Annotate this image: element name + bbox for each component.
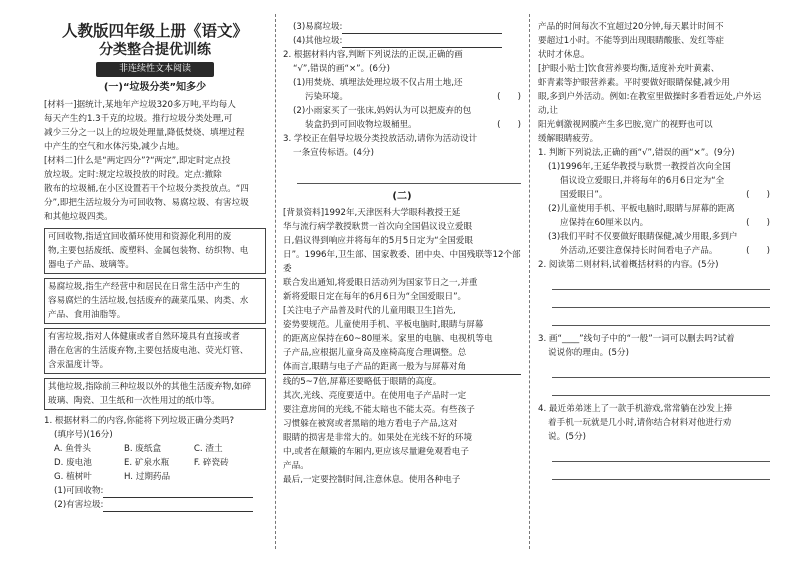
perishable-box xyxy=(44,278,266,324)
question-1: 1. 判断下列说法,正确的画“√”,错误的画“×”。(9分) xyxy=(538,148,735,158)
text-line: 有害垃圾,指对人体健康或者自然环境具有直接或者 xyxy=(48,332,240,342)
text-line: 要注意房间的光线,不能太暗也不能太亮。有些孩子 xyxy=(283,405,475,415)
statement-row xyxy=(538,216,770,230)
choice-item: B. 废纸盒 xyxy=(123,444,162,454)
sub-question-label: (3)易腐垃圾: xyxy=(293,22,343,32)
text-line: 姿势要规范。儿童使用手机、平板电脑时,眼睛与屏幕 xyxy=(283,320,484,330)
question-4: 4. 最近弟弟迷上了一款手机游戏,常常躺在沙发上捧 xyxy=(538,404,733,414)
column-1 xyxy=(44,20,266,512)
text-line: 状时才休息。 xyxy=(538,50,590,60)
worksheet-subtitle: 分类整合提优训练 xyxy=(99,42,211,58)
text-line: [材料一]据统计,某地年产垃圾320多万吨,平均每人 xyxy=(44,100,236,110)
sub-question-label: (4)其他垃圾: xyxy=(293,36,343,46)
question-3: 3. 学校正在倡导垃圾分类投放活动,请你为活动设计 xyxy=(283,134,478,144)
sub-question-label: (1)可回收物: xyxy=(54,486,104,496)
statement: 装盒扔到可回收物垃圾桶里。 xyxy=(305,120,417,130)
choice-item: F. 碎瓷砖 xyxy=(193,458,229,468)
text-line: 放垃圾。定时:规定垃圾投放的时段。定点:撤除 xyxy=(44,170,222,180)
choice-list xyxy=(44,442,266,484)
statement: (2)小雨家买了一张床,妈妈认为可以把废弃的包 xyxy=(293,106,472,116)
text-line: 中,或者在颠簸的车厢内,更应该尽量避免观看电子 xyxy=(283,447,469,457)
answer-line[interactable] xyxy=(552,462,770,480)
answer-row xyxy=(283,34,521,48)
judgement-slot[interactable]: ( ) xyxy=(497,120,521,130)
text-line: 子产品,应根据儿童身高及座椅高度合理调整。总 xyxy=(283,348,467,358)
text-line: 阳光刺激视网膜产生多巴胺,宽广的视野也可以 xyxy=(538,120,713,130)
judgement-slot[interactable]: ( ) xyxy=(746,190,770,200)
answer-row xyxy=(283,20,521,34)
text-line: 产品、食用油脂等。 xyxy=(48,310,126,320)
column-divider xyxy=(275,14,276,549)
worksheet-title: 人教版四年级上册《语文》 xyxy=(61,22,248,40)
hazardous-box xyxy=(44,328,266,374)
material-one xyxy=(44,98,266,154)
text-line: 物,主要包括废纸、废塑料、金属包装物、纺织物、电 xyxy=(48,246,249,256)
statement-row xyxy=(538,188,770,202)
answer-blank[interactable] xyxy=(103,511,253,512)
column-2 xyxy=(283,20,521,487)
eye-care-material xyxy=(283,304,521,389)
other-waste-box xyxy=(44,378,266,410)
light-material xyxy=(283,389,521,473)
answer-line[interactable] xyxy=(552,360,770,378)
judgement-slot[interactable]: ( ) xyxy=(746,246,770,256)
question-2-note: “√”,错误的画“×”。(6分) xyxy=(293,64,390,74)
question-4-note: 说。(5分) xyxy=(548,432,586,442)
answer-line[interactable] xyxy=(297,166,521,184)
question-3: 3. 画“____”线句子中的“一般”一词可以删去吗?试着 xyxy=(538,334,735,344)
text-line: 线的5~7倍,屏幕还要略低于眼睛的高度。 xyxy=(283,377,442,387)
text-line: 联合发出通知,将爱眼日活动列为国家节日之一,并重 xyxy=(283,278,478,288)
question-3-note: 一条宣传标语。(4分) xyxy=(293,148,374,158)
statement-row xyxy=(283,118,521,132)
section-title: (一)“垃圾分类”知多少 xyxy=(103,82,207,93)
text-line: 可回收物,指适宜回收循环使用和资源化利用的废 xyxy=(48,232,232,242)
text-line: [关注电子产品普及时代的儿童用眼卫生]首先, xyxy=(283,306,456,316)
answer-line[interactable] xyxy=(552,308,770,326)
eye-tips xyxy=(538,62,770,146)
answer-line[interactable] xyxy=(552,290,770,308)
statement: (1)用焚烧、填埋法处理垃圾不仅占用土地,还 xyxy=(293,78,463,88)
text-line: 新将爱眼日定在每年的6月6日为“全国爱眼日”。 xyxy=(283,292,467,302)
recyclable-box xyxy=(44,228,266,274)
text-line: 玻璃、陶瓷、卫生纸和一次性用过的纸巾等。 xyxy=(48,396,220,406)
statement-row xyxy=(283,90,521,104)
text-line: 含汞温度计等。 xyxy=(48,360,109,370)
text-line: 其次,光线、亮度要适中。在使用电子产品时一定 xyxy=(283,391,467,401)
choice-item: G. 植树叶 xyxy=(54,472,92,482)
answer-row xyxy=(44,484,266,498)
text-line: 中产生的空气和水体污染,减少占地。 xyxy=(44,142,185,152)
answer-line[interactable] xyxy=(552,378,770,396)
underlined-sentence: 体而言,眼睛与电子产品的距离一般为与屏幕对角 xyxy=(283,360,521,375)
text-line: 易腐垃圾,指生产经营中和居民在日常生活中产生的 xyxy=(48,282,240,292)
text-line: 产品。 xyxy=(283,461,309,471)
question-1-note: (填序号)(16分) xyxy=(54,430,113,440)
text-line: 分”,即把生活垃圾分为可回收物、易腐垃圾、有害垃圾 xyxy=(44,198,249,208)
choice-item: H. 过期药品 xyxy=(123,472,171,482)
text-line: 容易腐烂的生活垃圾,包括废弃的蔬菜瓜果、肉类、水 xyxy=(48,296,249,306)
material-two xyxy=(44,154,266,224)
statement: (2)儿童使用手机、平板电脑时,眼睛与屏幕的距离 xyxy=(548,204,735,214)
background-material xyxy=(283,206,521,304)
text-line: 华与流行病学教授耿贯一首次向全国倡议设立爱眼 xyxy=(283,222,473,232)
question-1: 1. 根据材料二的内容,你能将下列垃圾正确分类吗? xyxy=(44,416,235,426)
statement: (1)1996年,王延华教授与耿贯一教授首次向全国 xyxy=(548,162,731,172)
text-line: 散布的垃圾桶,在小区设置若干个垃圾分类投放点。“四 xyxy=(44,184,249,194)
text-line: 眼睛的损害是非常大的。如果处在光线不好的环境 xyxy=(283,433,473,443)
statement: 污染环境。 xyxy=(305,92,348,102)
choice-item: A. 鱼骨头 xyxy=(54,444,91,454)
topic-badge: 非连续性文本阅读 xyxy=(96,62,214,77)
text-line: 其他垃圾,指除前三种垃圾以外的其他生活废弃物,如碎 xyxy=(48,382,252,392)
text-line: 潜在危害的生活废弃物,主要包括废电池、荧光灯管、 xyxy=(48,346,249,356)
text-line: 最后,一定要控制时间,注意休息。使用各种电子 xyxy=(283,475,461,485)
question-3-note: 说说你的理由。(5分) xyxy=(548,348,629,358)
statement: 外活动,还要注意保持长时间看电子产品。 xyxy=(560,246,718,256)
text-line: 产品的时间每次不宜超过20分钟,每天累计时间不 xyxy=(538,22,724,32)
text-line: 眼,多到户外活动。例如:在教室里做操时多看看远处,户外运动,让 xyxy=(538,92,762,116)
statement: (3)我们平时不仅要做好眼睛保健,减少用眼,多到户 xyxy=(548,232,738,242)
choice-item: D. 废电池 xyxy=(54,458,92,468)
column-divider xyxy=(529,14,530,549)
text-line: 习惯躲在被窝或者黑暗的地方看电子产品,这对 xyxy=(283,419,458,429)
question-2: 2. 阅读第二则材料,试着概括材料的内容。(5分) xyxy=(538,260,719,270)
text-line: [护眼小贴士]饮食营养要均衡,适度补充叶黄素、 xyxy=(538,64,720,74)
text-line: 缓解眼睛疲劳。 xyxy=(538,134,599,144)
answer-line[interactable] xyxy=(552,272,770,290)
column-3 xyxy=(538,20,770,480)
text-line: 器电子产品、玻璃等。 xyxy=(48,260,134,270)
statement: 应保持在60厘米以内。 xyxy=(560,218,649,228)
statement-row xyxy=(538,244,770,258)
answer-line[interactable] xyxy=(552,444,770,462)
text-line: 日”。1996年,卫生部、国家教委、团中央、中国残联等12个部委 xyxy=(283,250,521,274)
judgement-slot[interactable]: ( ) xyxy=(746,218,770,228)
text-line: 每天产生约1.3千克的垃圾。推行垃圾分类处理,可 xyxy=(44,114,233,124)
judgement-slot[interactable]: ( ) xyxy=(497,92,521,102)
choice-item: E. 矿泉水瓶 xyxy=(123,458,170,468)
text-line: 虾青素等护眼营养素。平时要做好眼睛保健,减少用 xyxy=(538,78,730,88)
choice-item: C. 渣土 xyxy=(193,444,223,454)
text-line: 减少三分之一以上的垃圾处理量,降低焚烧、填埋过程 xyxy=(44,128,245,138)
question-2: 2. 根据材料内容,判断下列说法的正误,正确的画 xyxy=(283,50,463,60)
text-line: 和其他垃圾四类。 xyxy=(44,212,113,222)
text-line: 的距离应保持在60~80厘米。家里的电脑、电视机等电 xyxy=(283,334,493,344)
statement: 倡议设立爱眼日,并将每年的6月6日定为“全 xyxy=(560,176,725,186)
sub-question-label: (2)有害垃圾: xyxy=(54,500,104,510)
text-line: [背景资料]1992年,天津医科大学眼科教授王延 xyxy=(283,208,461,218)
question-4-note: 着手机一玩就是几小时,请你结合材料对他进行劝 xyxy=(548,418,732,428)
section-title: (二) xyxy=(392,191,412,202)
text-line: [材料二]什么是“两定四分”?“两定”,即定时定点投 xyxy=(44,156,231,166)
statement: 国爱眼日”。 xyxy=(560,190,608,200)
answer-row xyxy=(44,498,266,512)
text-line: 日,倡议得到响应并将每年的5月5日定为“全国爱眼 xyxy=(283,236,473,246)
text-line: 要超过1小时。不能等到出现眼睛酸胀、发红等症 xyxy=(538,36,724,46)
